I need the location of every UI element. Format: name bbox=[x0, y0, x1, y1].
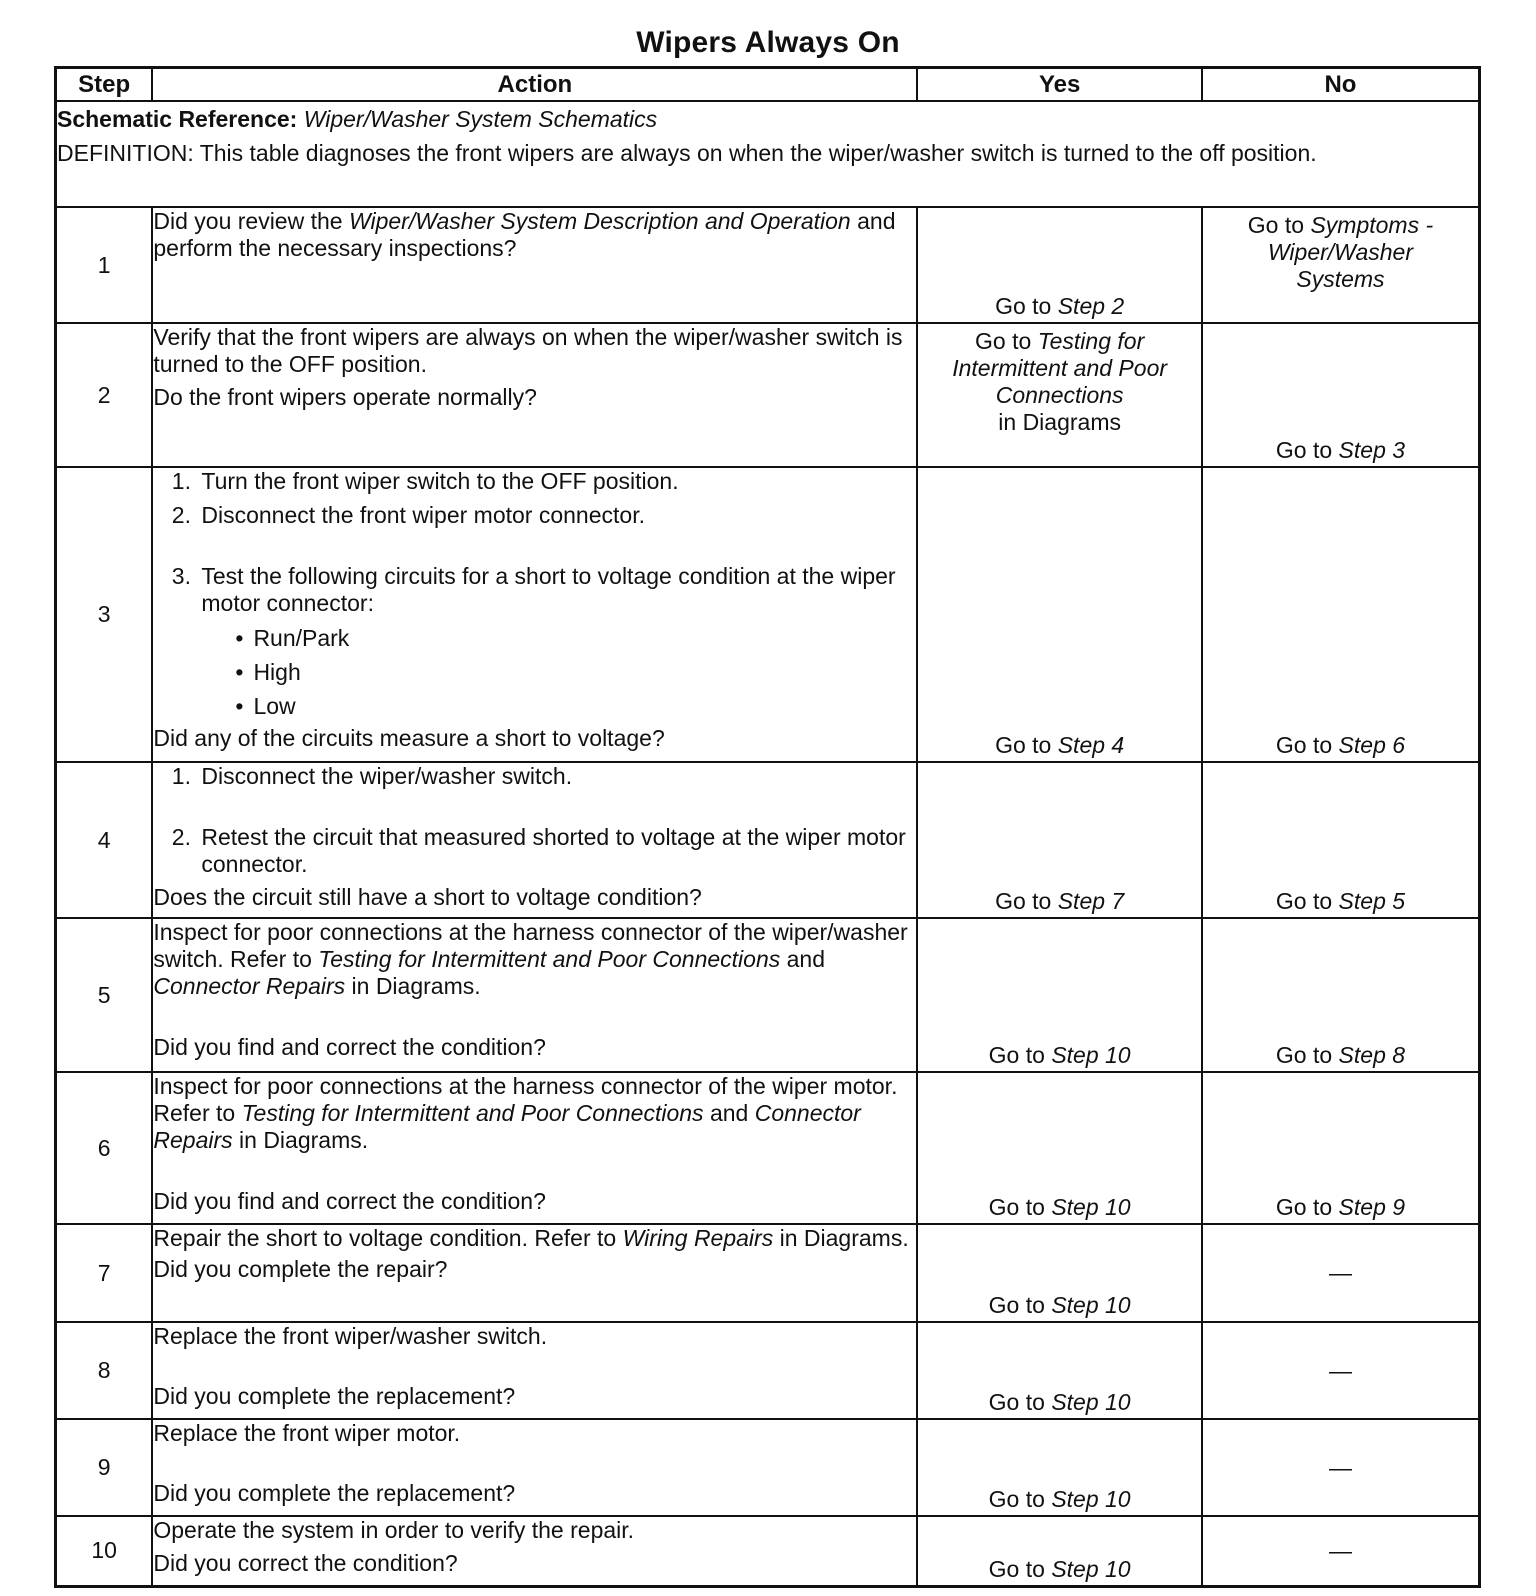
question-text: Did you complete the replacement? bbox=[153, 1480, 516, 1506]
yes-cell bbox=[917, 1224, 1202, 1322]
table-row bbox=[56, 323, 1480, 467]
action-cell bbox=[152, 207, 917, 323]
no-cell bbox=[1202, 323, 1480, 467]
yes-cell bbox=[917, 207, 1202, 323]
action-cell bbox=[152, 1322, 917, 1419]
reference-link[interactable]: Testing for Intermittent and Poor Connections bbox=[241, 1100, 704, 1126]
question-text: Does the circuit still have a short to voltage condition? bbox=[153, 884, 702, 910]
goto-text: Go to bbox=[988, 1486, 1052, 1512]
question-text: Did you correct the condition? bbox=[153, 1550, 458, 1576]
yes-cell bbox=[917, 1419, 1202, 1516]
goto-text: Go to bbox=[995, 888, 1058, 914]
yes-cell bbox=[917, 1322, 1202, 1419]
goto-text: Go to bbox=[975, 328, 1038, 354]
substep-text: Test the following circuits for a short to voltage condition at the wiper motor connector: bbox=[201, 563, 896, 616]
substep: 2. Disconnect the front wiper motor connector. bbox=[197, 502, 916, 529]
yes-cell bbox=[917, 918, 1202, 1072]
action-cell bbox=[152, 467, 917, 762]
reference-link[interactable]: Wiper/Washer System Description and Operation bbox=[348, 208, 851, 234]
table-row bbox=[56, 1419, 1480, 1516]
yes-cell bbox=[917, 1072, 1202, 1224]
action-text: Repair the short to voltage condition. Refer to bbox=[153, 1225, 623, 1251]
no-dash: — bbox=[1328, 1259, 1352, 1286]
schematic-row bbox=[56, 101, 1480, 207]
goto-link[interactable]: Step 6 bbox=[1338, 732, 1406, 758]
goto-text: Go to bbox=[1275, 437, 1339, 463]
no-cell bbox=[1202, 762, 1480, 918]
action-cell bbox=[152, 1419, 917, 1516]
question-text: Did you find and correct the condition? bbox=[153, 1034, 546, 1060]
definition-text: DEFINITION: This table diagnoses the front wipers are always on when the wiper/washer switch is turned to the off position. bbox=[57, 140, 1317, 166]
action-cell bbox=[152, 323, 917, 467]
step-number: 3 bbox=[56, 467, 153, 762]
list-item: • Run/Park bbox=[231, 621, 916, 655]
goto-link[interactable]: Step 2 bbox=[1057, 293, 1125, 319]
diagnostic-table bbox=[54, 66, 1481, 1588]
header-step: Step bbox=[56, 68, 153, 102]
reference-link[interactable]: Connector Repairs bbox=[153, 1100, 861, 1153]
header-row bbox=[56, 68, 1480, 102]
goto-link[interactable]: Testing for Intermittent and Poor Connections bbox=[952, 328, 1168, 408]
goto-link[interactable]: Step 10 bbox=[1051, 1194, 1131, 1220]
table-row bbox=[56, 467, 1480, 762]
substep-list bbox=[153, 763, 916, 878]
list-item: • High bbox=[231, 655, 916, 689]
goto-text: in Diagrams bbox=[998, 409, 1121, 435]
step-number: 9 bbox=[56, 1419, 153, 1516]
goto-link[interactable]: Step 10 bbox=[1051, 1555, 1131, 1582]
schematic-link[interactable]: Wiper/Washer System Schematics bbox=[303, 106, 658, 132]
action-text: Operate the system in order to verify the repair. bbox=[153, 1517, 635, 1543]
action-text: Replace the front wiper motor. bbox=[153, 1420, 461, 1446]
no-cell bbox=[1202, 1419, 1480, 1516]
table-row bbox=[56, 1072, 1480, 1224]
substep: 1. Turn the front wiper switch to the OFF position. bbox=[197, 468, 916, 495]
substep: 2. Retest the circuit that measured shorted to voltage at the wiper motor connector. bbox=[197, 824, 916, 878]
action-text: in Diagrams. bbox=[345, 973, 481, 999]
schematic-cell bbox=[56, 101, 1480, 207]
goto-text: Go to bbox=[988, 1042, 1052, 1068]
yes-cell bbox=[917, 762, 1202, 918]
goto-text: Go to bbox=[988, 1292, 1052, 1318]
header-no: No bbox=[1202, 68, 1480, 102]
step-number: 1 bbox=[56, 207, 153, 323]
no-cell bbox=[1202, 918, 1480, 1072]
action-text: and perform the necessary inspections? bbox=[153, 208, 896, 261]
goto-link[interactable]: Step 9 bbox=[1338, 1194, 1406, 1220]
step-number: 8 bbox=[56, 1322, 153, 1419]
action-text: Inspect for poor connections at the harness connector of the wiper/washer switch. Refer to bbox=[153, 919, 908, 972]
question-text: Did you complete the repair? bbox=[153, 1256, 448, 1282]
action-cell bbox=[152, 918, 917, 1072]
action-text: and bbox=[703, 1100, 755, 1126]
no-dash: — bbox=[1328, 1454, 1352, 1480]
circuit-list bbox=[201, 621, 916, 723]
action-text: Verify that the front wipers are always on when the wiper/washer switch is turned to the OFF position. bbox=[153, 324, 903, 377]
step-number: 7 bbox=[56, 1224, 153, 1322]
table-row bbox=[56, 1224, 1480, 1322]
question-text: Did you find and correct the condition? bbox=[153, 1188, 546, 1214]
goto-text: Go to bbox=[988, 1194, 1052, 1220]
action-cell bbox=[152, 1224, 917, 1322]
step-number: 6 bbox=[56, 1072, 153, 1224]
goto-text: Go to bbox=[995, 293, 1058, 319]
goto-text: Go to bbox=[995, 732, 1058, 758]
question-text: Did any of the circuits measure a short to voltage? bbox=[153, 725, 665, 751]
goto-link[interactable]: Step 10 bbox=[1051, 1486, 1131, 1512]
table-row bbox=[56, 207, 1480, 323]
goto-link[interactable]: Symptoms - Wiper/Washer Systems bbox=[1267, 212, 1434, 292]
goto-text: Go to bbox=[1275, 732, 1339, 758]
action-text: Inspect for poor connections at the harness connector of the wiper motor. Refer to bbox=[153, 1073, 898, 1126]
action-cell bbox=[152, 1072, 917, 1224]
action-text: in Diagrams. bbox=[773, 1225, 909, 1251]
goto-text: Go to bbox=[1275, 888, 1339, 914]
step-number: 5 bbox=[56, 918, 153, 1072]
goto-link[interactable]: Step 10 bbox=[1051, 1042, 1131, 1068]
table-row bbox=[56, 762, 1480, 918]
no-cell bbox=[1202, 1322, 1480, 1419]
substep: 1. Disconnect the wiper/washer switch. bbox=[197, 763, 916, 790]
action-text: Replace the front wiper/washer switch. bbox=[153, 1323, 548, 1349]
yes-cell bbox=[917, 323, 1202, 467]
schematic-label: Schematic Reference: bbox=[57, 106, 298, 132]
no-cell bbox=[1202, 1224, 1480, 1322]
no-cell bbox=[1202, 1516, 1480, 1586]
no-cell bbox=[1202, 1072, 1480, 1224]
goto-text: Go to bbox=[1247, 212, 1311, 238]
header-action: Action bbox=[152, 68, 917, 102]
list-item: • Low bbox=[231, 689, 916, 723]
reference-link[interactable]: Wiring Repairs bbox=[622, 1225, 774, 1251]
goto-link[interactable]: Step 10 bbox=[1051, 1292, 1131, 1318]
table-row bbox=[56, 1516, 1480, 1586]
goto-link[interactable]: Step 10 bbox=[1051, 1389, 1131, 1415]
reference-link[interactable]: Connector Repairs bbox=[153, 973, 346, 999]
substep bbox=[197, 563, 916, 723]
action-cell bbox=[152, 1516, 917, 1586]
table-row bbox=[56, 918, 1480, 1072]
yes-cell bbox=[917, 467, 1202, 762]
no-cell bbox=[1202, 207, 1480, 323]
goto-text: Go to bbox=[988, 1555, 1052, 1582]
step-number: 2 bbox=[56, 323, 153, 467]
question-text: Do the front wipers operate normally? bbox=[153, 384, 537, 410]
goto-text: Go to bbox=[988, 1389, 1052, 1415]
action-text: in Diagrams. bbox=[232, 1127, 369, 1153]
question-text: Did you complete the replacement? bbox=[153, 1383, 516, 1409]
substep-list bbox=[153, 468, 916, 723]
goto-link[interactable]: Step 5 bbox=[1338, 888, 1406, 914]
no-dash: — bbox=[1328, 1357, 1352, 1383]
step-number: 10 bbox=[56, 1516, 153, 1586]
goto-link[interactable]: Step 8 bbox=[1338, 1042, 1406, 1068]
action-text: Did you review the bbox=[153, 208, 349, 234]
goto-text: Go to bbox=[1275, 1042, 1339, 1068]
action-cell bbox=[152, 762, 917, 918]
action-text: and bbox=[780, 946, 825, 972]
goto-link[interactable]: Step 7 bbox=[1057, 888, 1125, 914]
yes-cell bbox=[917, 1516, 1202, 1586]
header-yes: Yes bbox=[917, 68, 1202, 102]
reference-link[interactable]: Testing for Intermittent and Poor Connections bbox=[318, 946, 781, 972]
no-cell bbox=[1202, 467, 1480, 762]
step-number: 4 bbox=[56, 762, 153, 918]
goto-text: Go to bbox=[1275, 1194, 1339, 1220]
goto-link[interactable]: Step 4 bbox=[1057, 732, 1125, 758]
page-title: Wipers Always On bbox=[636, 26, 900, 59]
no-dash: — bbox=[1328, 1537, 1352, 1564]
table-row bbox=[56, 1322, 1480, 1419]
goto-link[interactable]: Step 3 bbox=[1338, 437, 1406, 463]
